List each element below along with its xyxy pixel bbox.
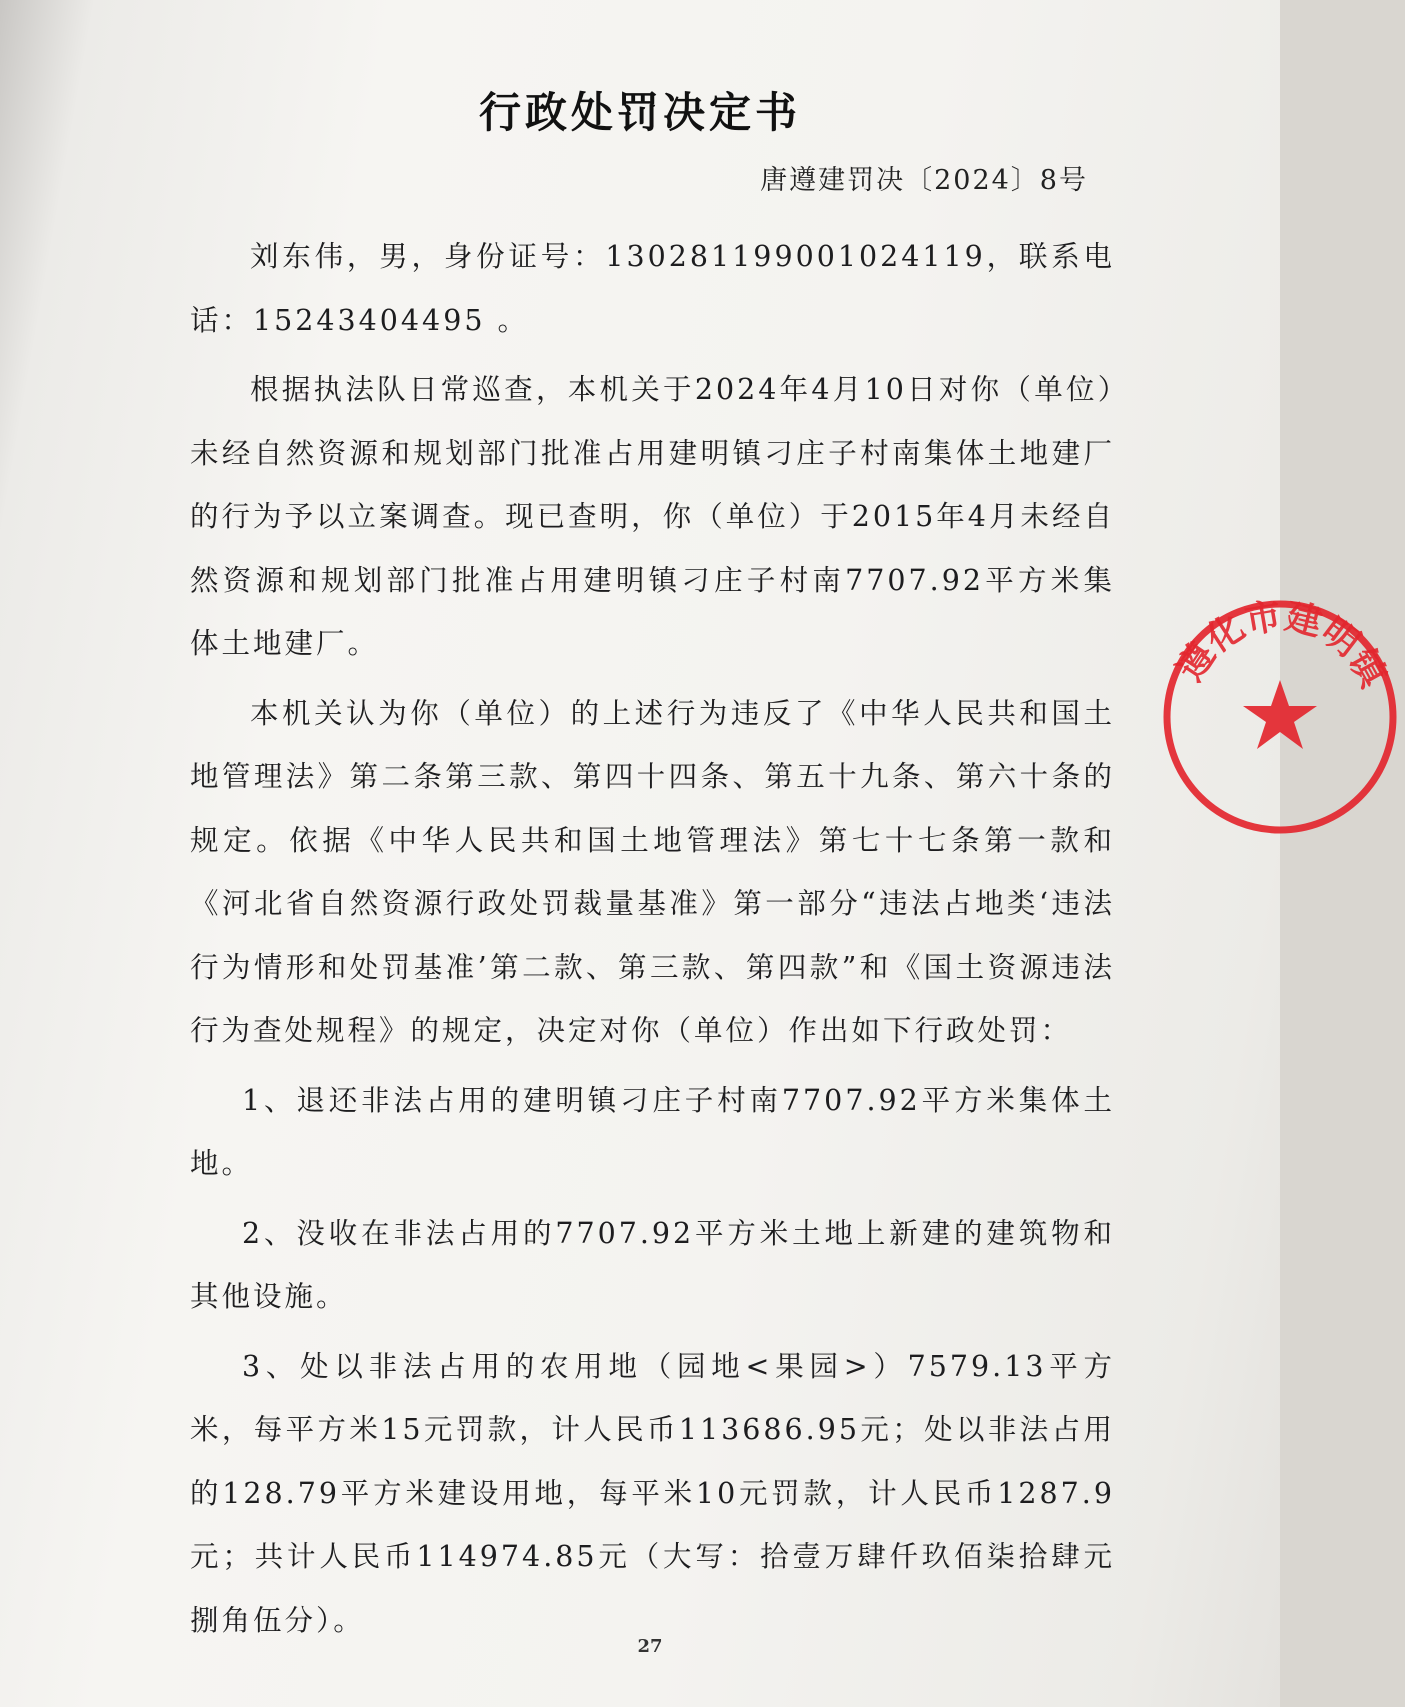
penalty-item-1: 1、退还非法占用的建明镇刁庄子村南7707.92平方米集体土地。 <box>190 1083 1115 1180</box>
investigation-paragraph: 根据执法队日常巡查，本机关于2024年4月10日对你（单位）未经自然资源和规划部门批准占用建明镇刁庄子村南集体土地建厂的行为予以立案调查。现已查明，你（单位）于2015年4月未经自然资源和规划部门批准占用建明镇刁庄子村南7707.92平方米集体土地建厂。 <box>190 373 1115 660</box>
page-number: 27 <box>637 1636 663 1657</box>
penalty-item-2: 2、没收在非法占用的7707.92平方米土地上新建的建筑物和其他设施。 <box>190 1216 1115 1313</box>
legal-basis-paragraph: 本机关认为你（单位）的上述行为违反了《中华人民共和国土地管理法》第二条第三款、第四十四条、第五十九条、第六十条的规定。依据《中华人民共和国土地管理法》第七十七条第一款和《河北省自然资源行政处罚裁量基准》第一部分“违法占地类‘违法行为情形和处罚基准’第二款、第三款、第四款”和《国土资源违法行为查处规程》的规定，决定对你（单位）作出如下行政处罚： <box>190 696 1115 1047</box>
penalty-item-3: 3、处以非法占用的农用地（园地<果园>）7579.13平方米，每平方米15元罚款，计人民币113686.95元；处以非法占用的128.79平方米建设用地，每平米10元罚款，计人民币1287.9元；共计人民币114974.85元（大写：拾壹万肆仟玖佰柒拾肆元捌角伍分）。 <box>190 1349 1115 1637</box>
document-body <box>190 225 1115 1658</box>
document-title: 行政处罚决定书 <box>478 88 801 137</box>
official-seal-stamp <box>1155 592 1405 842</box>
seal-text: 遵化市建明镇 <box>1169 595 1394 695</box>
seal-star-icon <box>1243 680 1317 749</box>
document-number: 唐遵建罚决〔2024〕8号 <box>760 165 1088 196</box>
party-info-paragraph: 刘东伟，男，身份证号：130281199001024119，联系电话：15243404495 。 <box>190 240 1115 337</box>
